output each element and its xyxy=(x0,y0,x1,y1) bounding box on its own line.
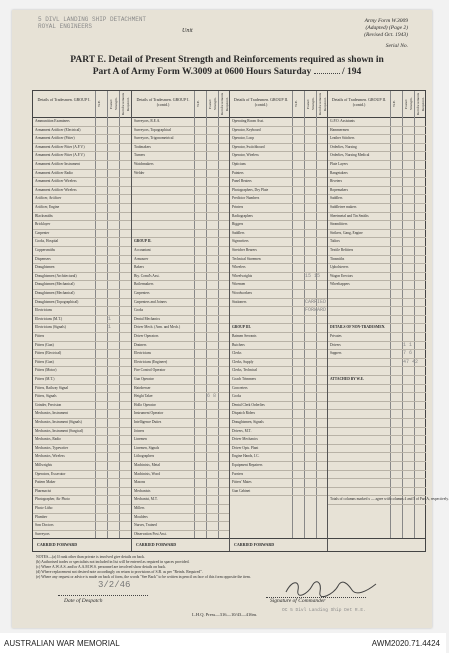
row-label: Panel Beaters xyxy=(232,179,252,184)
row-label: Pharmacist xyxy=(35,488,51,493)
row-label: Intelligence Duties xyxy=(134,420,162,424)
row-label: Photographer, Air Photo xyxy=(35,497,70,502)
row-label xyxy=(328,403,330,407)
row-value: FORWARD xyxy=(305,307,327,314)
row-label: Instrument Operator xyxy=(134,411,164,416)
row-label: Fitters (Motor) xyxy=(35,368,57,373)
row-label xyxy=(132,222,134,226)
strength-table xyxy=(32,90,449,552)
row-label: Moulders xyxy=(134,514,148,519)
row-label: Strikers, Gang, Engine xyxy=(330,230,363,235)
note-line: NOTES—(a) If rank other than private is involved give details on back. xyxy=(36,555,146,559)
row-label: Photographers, Dry Plate xyxy=(232,187,269,192)
row-label xyxy=(328,420,330,424)
row-label: Fitters (Gun) xyxy=(35,359,54,364)
row-label: Grinder, Precision xyxy=(35,402,62,407)
unit-typed-line-1: 5 DIVL LANDING SHIP DETACHMENT xyxy=(38,16,147,23)
row-label: Photo-Litho xyxy=(35,506,53,510)
row-label: Bakers xyxy=(134,265,144,270)
row-label: Mechanics, Typewriter xyxy=(35,445,69,450)
column-header-2 xyxy=(132,91,230,118)
row-label: Welder xyxy=(134,170,145,175)
row-label: Nurses, Trained xyxy=(134,523,157,528)
row-label: Wheelwrights xyxy=(232,273,253,278)
carried-forward-row xyxy=(328,538,426,551)
row-label: Drainers xyxy=(134,342,147,347)
date-blank xyxy=(314,73,340,74)
column-subheader: Posted Strength. xyxy=(109,97,118,111)
row-label: Surveyors, R.E.A. xyxy=(134,119,161,123)
row-label: DETAILS OF NON-TRADESMEN. xyxy=(330,325,386,330)
row-label: Drivers xyxy=(330,342,341,347)
row-label: Rangetakers xyxy=(330,170,348,175)
row-label: Saddletree makers xyxy=(330,205,357,209)
row-label: Equipment Repairers xyxy=(232,463,263,467)
row-label: Millers xyxy=(134,506,145,510)
row-label: Driver Mech. (Arm. and Mech.) xyxy=(134,325,181,330)
column-subheader: Reinforcements Required. xyxy=(121,92,130,115)
row-label: Fitters' Mates xyxy=(232,480,252,485)
row-label xyxy=(328,454,330,458)
row-label: Predictor Numbers xyxy=(232,196,260,201)
row-value: 6 8 xyxy=(207,393,217,400)
row-label: Electricians (M.T.) xyxy=(35,316,63,321)
carried-forward-row xyxy=(230,538,328,551)
row-label: Mechanics, Radio xyxy=(35,437,61,442)
row-label: Height Taker xyxy=(134,394,153,399)
row-label xyxy=(328,394,330,398)
row-label: Batmen Servants xyxy=(232,334,257,338)
despatch-date-line xyxy=(58,595,148,596)
row-label: Opticians xyxy=(232,162,246,166)
row-label: Ammunition Examiners xyxy=(35,119,70,123)
row-label xyxy=(132,214,134,218)
form-line-3: (Revised Oct. 1943) xyxy=(364,32,408,38)
row-label: Mechanists xyxy=(134,488,151,493)
row-label: Dental Mechanics xyxy=(134,316,161,321)
row-label: Cooks, Hospital xyxy=(35,239,59,244)
row-label: Upholsterers xyxy=(330,265,349,270)
row-label: Fitters, Signals xyxy=(35,394,57,399)
row-label: Cooks xyxy=(232,394,242,399)
row-label: Armourer xyxy=(134,256,149,261)
column-header-3 xyxy=(230,91,328,118)
row-label: Electricians (Engineer) xyxy=(134,359,168,364)
row-value: 47 42 xyxy=(403,358,419,365)
row-label: Armament Artificer (Fitter) xyxy=(35,136,75,141)
row-label: Armament Artificer Wireless xyxy=(35,179,77,184)
column-subheader: Reinforcements Required. xyxy=(318,92,327,115)
row-label: Leather Stitchers xyxy=(330,136,355,141)
row-label: Fitters (Electrical) xyxy=(35,351,62,356)
row-label: Blacksmiths xyxy=(35,213,53,218)
row-label xyxy=(328,437,330,441)
title-line-2 xyxy=(52,66,402,78)
row-label: Watchmakers xyxy=(134,162,154,166)
row-label: Mechanics, Wireless xyxy=(35,454,65,459)
table-column-3 xyxy=(229,91,328,551)
row-label: Carpenter xyxy=(35,230,50,235)
row-label xyxy=(328,472,330,476)
column-subheader: Posted Strength. xyxy=(306,97,315,111)
table-row xyxy=(230,487,328,497)
table-column-4 xyxy=(327,91,449,551)
row-label: ATTACHED BY W.E. xyxy=(330,377,364,381)
row-label: Clerks, Technical xyxy=(232,368,258,373)
column-header-title: Details of Tradesmen. GROUP I. (contd.) xyxy=(136,97,190,107)
row-label: Draughtsmen (Topographical) xyxy=(35,299,79,304)
row-label: Driver Operators xyxy=(134,334,159,338)
row-label: Draughtsmen xyxy=(35,265,55,270)
row-label: Totals of columns marked x — agree with columns 4 and 5 of Part A, respectively. xyxy=(330,497,449,502)
row-label: Coach Trimmers xyxy=(232,377,257,381)
printer-imprint: L.H.Q. Press—316—10/43—416m. xyxy=(192,612,258,617)
row-label xyxy=(328,368,330,372)
row-label: Armament Artificer (Electrical) xyxy=(35,127,81,132)
table-column-2 xyxy=(131,91,230,551)
row-label: Saddlers xyxy=(232,230,245,235)
commander-signature xyxy=(282,578,382,598)
row-label: Operator, Switchboard xyxy=(232,144,265,149)
row-label: Boilermakers xyxy=(134,282,154,287)
carried-forward-label: CARRIED FORWARD xyxy=(37,542,78,547)
row-label: Hollo Operator xyxy=(134,402,156,407)
archive-name: AUSTRALIAN WAR MEMORIAL xyxy=(4,639,120,648)
row-label: Concreters xyxy=(232,385,248,390)
row-label: Hammermen xyxy=(330,127,349,132)
row-label: Wagon Erectors xyxy=(330,273,353,278)
row-label: Artificer, Artificer xyxy=(35,196,62,201)
row-value: 7 6 xyxy=(403,350,413,357)
row-label: Radiographers xyxy=(232,213,253,218)
column-header-title: Details of Tradesmen. GROUP I. xyxy=(37,97,91,102)
row-label: Armament Artificer Instrument xyxy=(35,162,80,166)
row-label xyxy=(328,489,330,493)
row-label: Operator, Keyboard xyxy=(232,127,261,132)
table-row xyxy=(328,495,449,505)
archive-id: AWM2020.71.4424 xyxy=(371,639,440,648)
row-label: Observation Post Asst. xyxy=(134,531,167,536)
column-subheader: Reinforcements Required. xyxy=(220,92,229,115)
row-label: Privates xyxy=(330,334,342,338)
row-label: Stationers xyxy=(232,299,247,304)
row-label: Operator, Wireless xyxy=(232,153,259,158)
column-subheader: W.E. xyxy=(294,100,298,108)
column-header-title: Details of Tradesmen. GROUP II. (contd.) xyxy=(233,97,289,107)
row-label: Drivers, M.T. xyxy=(232,428,252,433)
unit-label: Unit xyxy=(182,28,193,34)
row-label: Armament Artificer Fitter (A.F.V.) xyxy=(35,144,85,149)
row-label: Electricians xyxy=(35,308,52,313)
row-label xyxy=(328,360,330,364)
row-label: GROUP II. xyxy=(134,239,152,244)
row-label: Cooks xyxy=(134,308,144,313)
row-label: Electricians xyxy=(134,351,151,356)
row-label xyxy=(328,386,330,390)
row-label: Gun Operator xyxy=(134,377,154,381)
commander-stamp: OC 5 Divl Landing Ship Det R.E. xyxy=(282,608,366,613)
row-label: Bricklayer xyxy=(35,222,51,227)
column-subheader: W.E. xyxy=(392,100,396,108)
row-label: Sheetmetal and Tin Smiths xyxy=(330,213,369,218)
row-label: Plate Layers xyxy=(330,162,348,166)
row-label: Artificer, Engine xyxy=(35,205,60,209)
unit-typed-text xyxy=(38,16,146,30)
row-label: Fitters xyxy=(35,334,45,338)
row-label: Mechanics, Instrument xyxy=(35,411,68,416)
signature-label: Signature of Commander xyxy=(270,598,326,604)
row-label xyxy=(132,231,134,235)
row-label: Hairdresser xyxy=(134,385,151,390)
row-label: Accountant xyxy=(134,248,151,252)
row-label: Stretcher Bearers xyxy=(232,248,257,252)
form-line-1: Army Form W.3009 xyxy=(364,18,408,24)
row-label: Printers xyxy=(232,205,244,209)
row-label: Dispatch Riders xyxy=(232,411,256,416)
row-label: Carpenters xyxy=(134,291,150,295)
row-label: Coppersmiths xyxy=(35,248,55,252)
row-label xyxy=(132,205,134,209)
table-column-1 xyxy=(33,91,131,551)
row-label: Machinists, Metal xyxy=(134,463,160,467)
row-label: Electricians (Signals) xyxy=(35,325,66,330)
row-label: Joiners xyxy=(134,428,145,433)
row-value: 1 xyxy=(108,315,112,322)
row-label xyxy=(328,317,330,321)
despatch-date-value: 3/2/46 xyxy=(98,580,131,590)
row-label: Ropemakers xyxy=(330,187,348,192)
row-label: Operator, Loop xyxy=(232,136,255,141)
row-label: Draughtsmen, Signals xyxy=(232,420,264,424)
row-label: Armament Artificer Radio xyxy=(35,170,73,175)
row-label: Orderlies, Nursing xyxy=(330,144,357,149)
row-label: Gun Cabinet xyxy=(232,488,251,493)
row-label: Dispensers xyxy=(35,256,51,261)
archive-band xyxy=(0,633,446,653)
row-label: Saw Doctors xyxy=(35,523,54,528)
row-label xyxy=(328,411,330,415)
row-label: Fitters (Gun) xyxy=(35,342,54,347)
note-line: (c) Where A.W.A.S. and/or A.A.M.W.S. personnel are involved show details on back. xyxy=(36,565,167,569)
column-subheader: W.E. xyxy=(97,100,101,108)
row-label: Surveyors, Topographical xyxy=(134,127,172,132)
row-label: Masons xyxy=(134,480,146,485)
row-label xyxy=(328,308,330,312)
row-label: Clerks xyxy=(232,351,242,356)
carried-forward-label xyxy=(328,542,332,547)
serial-label: Serial No. xyxy=(385,43,408,49)
row-label: Orderlies, Nursing Medical xyxy=(330,153,370,158)
row-label: Tailors xyxy=(330,239,340,244)
title-line-2-text: Part A of Army Form W.3009 at 0600 Hours Saturday xyxy=(92,67,312,77)
row-label: Millwrights xyxy=(35,463,52,467)
row-label: Surveyors xyxy=(35,531,50,536)
row-label: Woodworkers xyxy=(232,291,253,295)
row-label xyxy=(132,188,134,192)
row-label: Toolmakers xyxy=(134,144,151,149)
row-label xyxy=(328,300,330,304)
row-label: Surveyors, Trigonometrical xyxy=(134,136,174,141)
row-label: Linemen, Signals xyxy=(134,445,160,450)
row-label xyxy=(328,463,330,467)
row-label xyxy=(328,480,330,484)
row-label: Saddlers xyxy=(330,196,343,201)
row-label xyxy=(132,179,134,183)
row-label: Machinists, Wood xyxy=(134,471,160,476)
row-label: Steamfitters xyxy=(330,222,348,227)
row-label xyxy=(230,317,232,321)
row-label: Wheeltappers xyxy=(330,282,350,287)
column-subheader: W.E. xyxy=(196,100,200,108)
column-header-title: Details of Tradesmen. GROUP II. (contd.) xyxy=(331,97,387,107)
row-label: Plumber xyxy=(35,514,48,519)
column-header-1 xyxy=(33,91,131,118)
row-label: Driver Mechanics xyxy=(232,437,258,442)
row-label: Lithographers xyxy=(134,454,155,459)
column-header-4 xyxy=(328,91,426,118)
row-label: Operators, Excavator xyxy=(35,471,66,476)
form-paper xyxy=(12,10,449,628)
row-label: Engine Hands, I.C. xyxy=(232,454,260,459)
form-line-2: (Adapted) (Page 2) xyxy=(365,25,408,31)
row-label: Draughtsmen (Mechanical) xyxy=(35,282,75,287)
title-date-tail: / 194 xyxy=(341,67,362,77)
despatch-date-label: Date of Despatch xyxy=(64,598,103,604)
notes-block xyxy=(36,555,416,580)
row-label: Fitters, Railway Signal xyxy=(35,385,69,390)
carried-forward-label: CARRIED FORWARD xyxy=(234,542,275,547)
row-label: G.P.O. Assistants xyxy=(330,119,355,123)
column-subheader: Reinforcements Required. xyxy=(416,92,425,115)
row-label: Draughtsmen (Architectural) xyxy=(35,273,77,278)
row-label: Pattern Maker xyxy=(35,480,56,485)
row-value: 1 1 xyxy=(403,341,413,348)
row-label: Driver Opts. Plant xyxy=(232,445,259,450)
column-subheader: Posted Strength. xyxy=(208,97,217,111)
row-label: Armament Artificer Wireless xyxy=(35,187,77,192)
note-line: (d) Where replacement not desired note accordingly on return to provisions of S.B. as per "Reinfs. Required". xyxy=(36,570,203,574)
row-label: Armament Artificer Fitter (A.F.V.) xyxy=(35,153,85,158)
row-label xyxy=(328,429,330,433)
row-label: Farriers xyxy=(232,471,244,476)
row-label: Sappers xyxy=(330,351,342,356)
row-label: Textile Refitters xyxy=(330,248,354,252)
row-label: GROUP III. xyxy=(232,325,251,330)
title-line-1: PART E. Detail of Present Strength and Reinforcements required as shown in xyxy=(70,55,384,65)
row-value: CARRIED xyxy=(305,298,327,305)
row-label: Painters xyxy=(232,170,244,175)
row-label: Wheelers xyxy=(232,265,246,270)
row-label: Signwriters xyxy=(232,239,249,244)
column-subheader: Posted Strength. xyxy=(404,97,413,111)
page-title xyxy=(52,54,402,78)
row-label: Fitters (M.T.) xyxy=(35,377,55,381)
row-label: Wiremen xyxy=(232,282,246,287)
row-label: Operating Room Asst. xyxy=(232,119,265,123)
row-label: Mechanics, Instrument (Signals) xyxy=(35,420,82,424)
carried-forward-row xyxy=(33,538,131,551)
row-label: Riggers xyxy=(232,222,244,227)
note-line: (b) Authorised trades or specialists not included in list will be entered as required in spaces provided. xyxy=(36,560,190,564)
row-label: Mechanics, Instrument (Surgical) xyxy=(35,428,84,433)
carried-forward-row xyxy=(132,538,230,551)
row-label: Butchers xyxy=(232,342,245,347)
row-label xyxy=(230,308,232,312)
row-value: 15 15 xyxy=(305,272,321,279)
row-label: Mechanist, M.T. xyxy=(134,497,158,502)
row-label: Turners xyxy=(134,153,146,158)
carried-forward-label: CARRIED FORWARD xyxy=(136,542,177,547)
row-label: Carpenters and Joiners xyxy=(134,299,167,304)
row-label: Draughtsmen (Mechanical) xyxy=(35,291,75,295)
row-label: Bty. Comd's Asst. xyxy=(134,273,160,278)
form-designation xyxy=(364,18,408,39)
note-line: (e) Where any request or advice is made on back of form, the words "See Back" to be written in pencil on face of this form opposite the item. xyxy=(36,575,251,579)
row-label: Technical Storemen xyxy=(232,256,261,261)
row-label: Clerks, Supply xyxy=(232,359,254,364)
row-label: Riveters xyxy=(330,179,342,184)
row-label: Linemen xyxy=(134,437,147,442)
row-label xyxy=(328,446,330,450)
row-label xyxy=(328,291,330,295)
row-label: Dental Clerk Orderlies xyxy=(232,402,265,407)
row-label: Tinsmiths xyxy=(330,256,345,261)
row-label xyxy=(132,196,134,200)
unit-typed-line-2: ROYAL ENGINEERS xyxy=(38,23,93,30)
row-label: Fire Control Operator xyxy=(134,368,166,373)
row-value: 1 xyxy=(108,324,112,331)
